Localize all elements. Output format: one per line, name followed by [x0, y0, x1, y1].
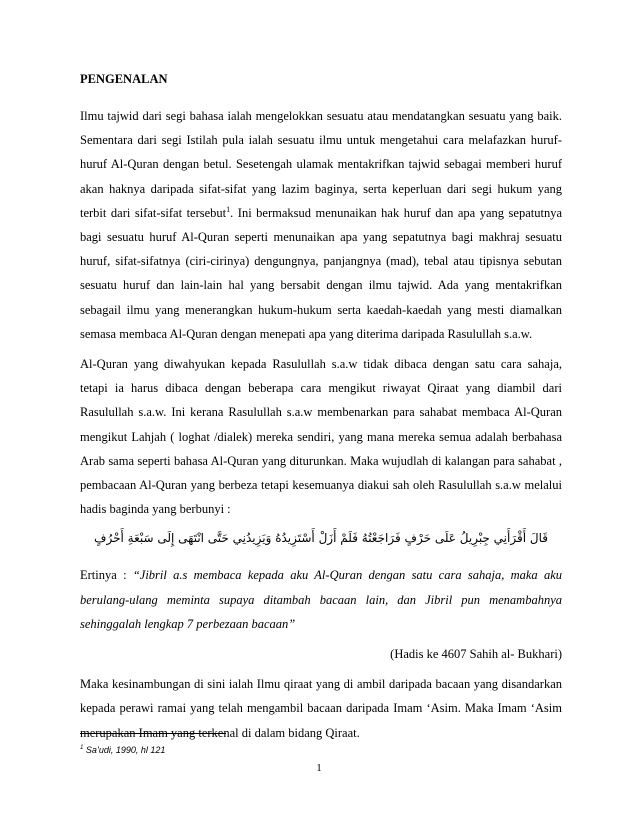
footnote-reference[interactable]: 1: [226, 204, 231, 214]
footnote-number: 1: [80, 745, 84, 751]
translation-text: “Jibril a.s membaca kepada aku Al-Quran dengan satu cara sahaja, maka aku berulang-ulang meminta supaya ditambah bacaan lain, dan Jibril pun menambahnya sehinggalah lengkap 7 perbezaan bacaan”: [80, 568, 563, 631]
footnote: [80, 742, 165, 756]
footnote-divider: [80, 733, 226, 734]
paragraph-definition-text-before: Ilmu tajwid dari segi bahasa ialah mengelokkan sesuatu atau mendatangkan sesuatu yang baik. Sementara dari segi Istilah pula ialah sesuatu ilmu untuk mengetahui cara melafazkan huruf-huruf Al-Quran dengan betul. Sesetengah ulamak mentakrifkan tajwid sebagai memberi huruf akan haknya daripada sifat-sifat yang lazim baginya, serta keperluan dari segi hukum yang terbit dari sifat-sifat tersebut: [80, 109, 562, 220]
hadith-arabic-text: قَالَ أَقْرَأَنِي جِبْرِيلُ عَلَى حَرْفٍ فَرَاجَعْتُهُ فَلَمْ أَزَلْ أَسْتَزِيدُهُ وَيَزِيدُنِي حَتَّى انْتَهَى إِلَى سَبْعَةِ أَحْرُفٍ: [94, 531, 548, 546]
section-heading: PENGENALAN: [80, 72, 168, 86]
paragraph-definition: [80, 104, 562, 346]
paragraph-qiraat: Maka kesinambungan di sini ialah Ilmu qiraat yang di ambil daripada bacaan yang disandarkan kepada perawi ramai yang telah mengambil bacaan daripada Imam ‘Asim. Maka Imam ‘Asim merupakan Imam yang terkenal di dalam bidang Qiraat.: [80, 677, 562, 740]
paragraph-quran-recitation: Al-Quran yang diwahyukan kepada Rasulullah s.a.w tidak dibaca dengan satu cara sahaja, tetapi ia harus dibaca dengan beberapa cara mengikut riwayat Qiraat yang diambil dari Rasulullah s.a.w. Ini kerana Rasulullah s.a.w membenarkan para sahabat membaca Al-Quran mengikut Lahjah ( loghat /dialek) mereka sendiri, yang mana mereka semua adalah berbahasa Arab sama seperti bahasa Al-Quran yang diturunkan. Maka wujudlah di kalangan para sahabat , pembacaan Al-Quran yang berbeza tetapi kesemuanya diakui sah oleh Rasulullah s.a.w melalui hadis baginda yang berbunyi :: [80, 357, 562, 517]
page-content: [80, 70, 562, 751]
hadith-translation: [80, 563, 562, 636]
translation-label: Ertinya :: [80, 568, 133, 583]
paragraph-definition-text-after: . Ini bermaksud menunaikan hak huruf dan apa yang sepatutnya bagi sesuatu huruf Al-Quran seperti menunaikan apa yang sepatutnya bagi makhraj sesuatu huruf, sifat-sifatnya (ciri-cirinya) dengungnya, panjangnya (mad), tebal atau tipisnya sebutan sesuatu huruf dan lain-lain hal yang bersabit dengan ilmu tajwid. Ada yang mentakrifkan sebagail ilmu yang menerangkan hukum-hukum serta kaedah-kaedah yang mesti diamalkan semasa membaca Al-Quran dengan menepati apa yang diterima daripada Rasulullah s.a.w.: [80, 205, 562, 341]
hadith-citation: (Hadis ke 4607 Sahih al- Bukhari): [390, 647, 562, 662]
page-number: 1: [316, 762, 322, 774]
footnote-text: Sa’udi, 1990, hl 121: [83, 745, 166, 755]
